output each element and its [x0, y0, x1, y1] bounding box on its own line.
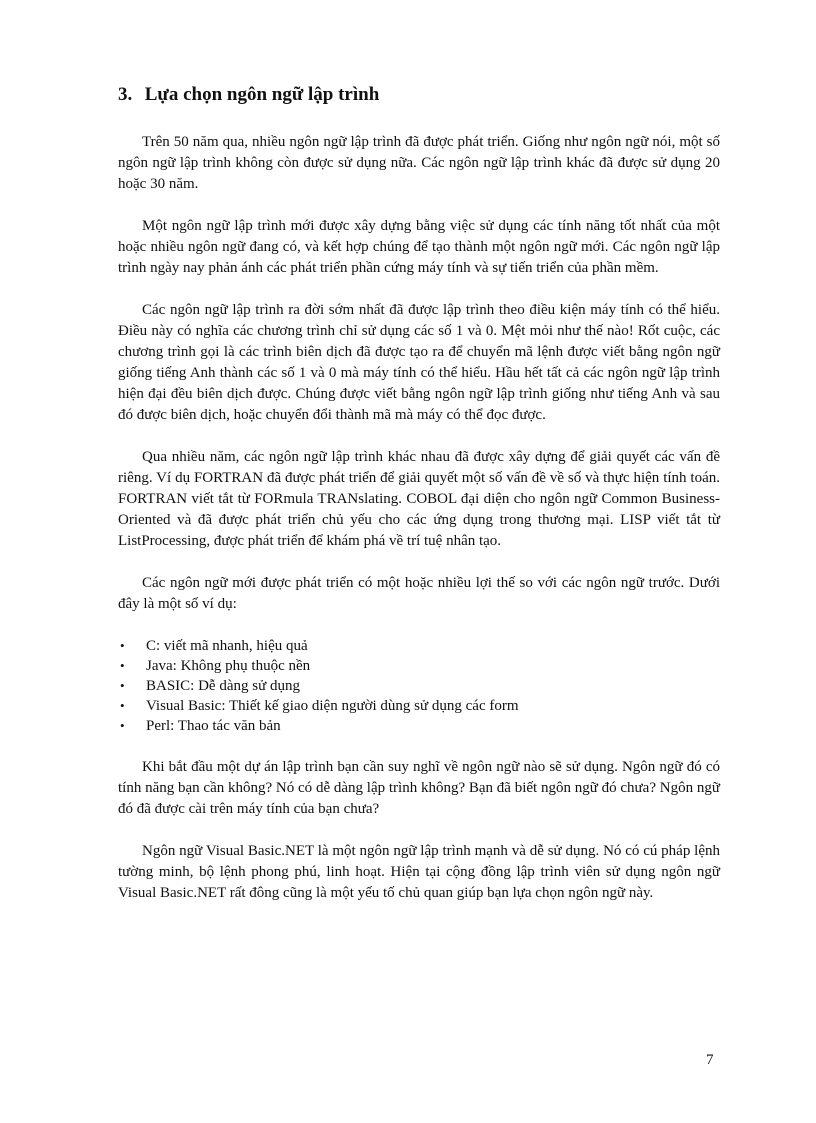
bullet-icon: •	[120, 678, 125, 693]
section-number: 3.	[118, 84, 133, 105]
page-content	[118, 82, 720, 925]
paragraph: Các ngôn ngữ mới được phát triển có một hoặc nhiều lợi thế so với các ngôn ngữ trước. Dưới đây là một số ví dụ:	[118, 575, 720, 612]
paragraph: Trên 50 năm qua, nhiều ngôn ngữ lập trình đã được phát triển. Giống như ngôn ngữ nói, một số ngôn ngữ lập trình không còn được sử dụng nữa. Các ngôn ngữ lập trình khác đã được sử dụng 20 hoặc 30 năm.	[118, 134, 720, 192]
paragraph: Các ngôn ngữ lập trình ra đời sớm nhất đã được lập trình theo điều kiện máy tính có thể hiểu. Điều này có nghĩa các chương trình chỉ sử dụng các số 1 và 0. Mệt mỏi như thế nào! Rốt cuộc, các chương trình gọi là các trình biên dịch đã được tạo ra để chuyển mã lệnh được viết bằng ngôn ngữ giống tiếng Anh thành các số 1 và 0 mà máy tính có thể hiểu. Hầu hết tất cả các ngôn ngữ lập trình hiện đại đều biên dịch được. Chúng được viết bằng ngôn ngữ lập trình giống như tiếng Anh và sau đó được biên dịch, hoặc chuyển đổi thành mã mà máy có thể đọc được.	[118, 302, 720, 423]
bullet-icon: •	[120, 658, 125, 673]
section-title: Lựa chọn ngôn ngữ lập trình	[144, 84, 380, 105]
list-item-text: Perl: Thao tác văn bản	[146, 718, 281, 734]
list-item-text: Visual Basic: Thiết kế giao diện người dùng sử dụng các form	[146, 698, 519, 714]
paragraph: Qua nhiều năm, các ngôn ngữ lập trình khác nhau đã được xây dựng để giải quyết các vấn đề riêng. Ví dụ FORTRAN đã được phát triển để giải quyết một số vấn đề về số và thực hiện tính toán. FORTRAN viết tắt từ FORmula TRANslating. COBOL đại diện cho ngôn ngữ Common Business-Oriented và đã được phát triển chủ yếu cho các ứng dụng trong thương mại. LISP viết tắt từ ListProcessing, được phát triển để khám phá về trí tuệ nhân tạo.	[118, 449, 720, 549]
bullet-icon: •	[120, 698, 125, 713]
list-item	[118, 716, 720, 736]
page-number: 7	[706, 1052, 714, 1068]
paragraph: Một ngôn ngữ lập trình mới được xây dựng bằng việc sử dụng các tính năng tốt nhất của một hoặc nhiều ngôn ngữ đang có, và kết hợp chúng để tạo thành một ngôn ngữ mới. Các ngôn ngữ lập trình ngày nay phản ánh các phát triển phần cứng máy tính và sự tiến triển của phần mềm.	[118, 218, 720, 276]
list-item-text: Java: Không phụ thuộc nền	[146, 658, 311, 674]
paragraph: Ngôn ngữ Visual Basic.NET là một ngôn ngữ lập trình mạnh và dễ sử dụng. Nó có cú pháp lệnh tường minh, bộ lệnh phong phú, linh hoạt. Hiện tại cộng đồng lập trình viên sử dụng ngôn ngữ Visual Basic.NET rất đông cũng là một yếu tố chủ quan giúp bạn lựa chọn ngôn ngữ này.	[118, 843, 720, 901]
list-item	[118, 656, 720, 676]
list-item	[118, 676, 720, 696]
section-heading	[118, 82, 720, 108]
list-item	[118, 696, 720, 716]
paragraph: Khi bắt đầu một dự án lập trình bạn cần suy nghĩ về ngôn ngữ nào sẽ sử dụng. Ngôn ngữ đó có tính năng bạn cần không? Nó có dễ dàng lập trình không? Bạn đã biết ngôn ngữ đó chưa? Ngôn ngữ đó đã được cài trên máy tính của bạn chưa?	[118, 759, 720, 817]
list-item	[118, 636, 720, 656]
bullet-icon: •	[120, 718, 125, 733]
language-examples-list	[118, 636, 720, 736]
list-item-text: BASIC: Dễ dàng sử dụng	[146, 678, 300, 694]
list-item-text: C: viết mã nhanh, hiệu quả	[146, 638, 308, 654]
bullet-icon: •	[120, 638, 125, 653]
